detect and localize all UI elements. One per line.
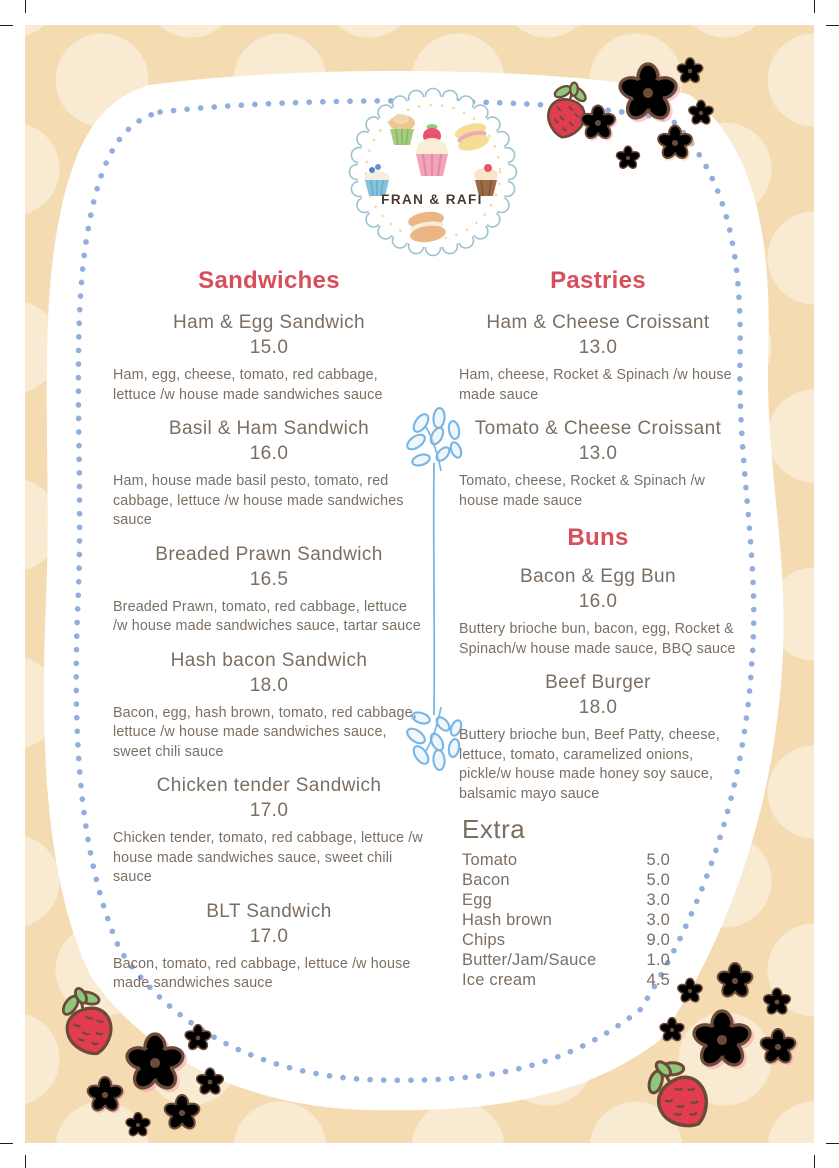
brand-name: FRAN & RAFI (381, 192, 483, 207)
item-price: 16.0 (578, 591, 618, 612)
polka-dot-background (25, 25, 814, 1143)
item-name: Ham & Cheese Croissant (486, 312, 710, 333)
extra-price: 3.0 (646, 891, 670, 909)
item-price: 16.0 (249, 443, 289, 464)
item-description: Ham, egg, cheese, tomato, red cabbage, lettuce /w house made sandwiches sauce (113, 367, 383, 403)
item-description: Bacon, egg, hash brown, tomato, red cabbage, lettuce /w house made sandwiches sauce, sweet chili sauce (113, 704, 417, 760)
flower-icon (163, 1095, 201, 1131)
item-name: Tomato & Cheese Croissant (474, 418, 722, 439)
extra-price: 4.5 (646, 971, 670, 989)
item-description: Breaded Prawn, tomato, red cabbage, lettuce /w house made sandwiches sauce, tartar sauce (113, 598, 421, 634)
cupcake-green-icon (389, 114, 415, 145)
crop-mark (0, 1143, 13, 1144)
section-title-extra: Extra (462, 814, 526, 844)
item-name: Ham & Egg Sandwich (172, 312, 365, 333)
flower-icon (125, 1113, 151, 1138)
item-description: Buttery brioche bun, Beef Patty, cheese, lettuce, tomato, caramelized onions, pickle/w house made honey soy sauce, balsamic mayo sauce (459, 727, 720, 802)
crop-mark (814, 0, 815, 13)
crop-mark (0, 25, 13, 26)
item-price: 15.0 (249, 337, 289, 358)
flower-icon (691, 1011, 752, 1069)
item-name: Basil & Ham Sandwich (168, 418, 370, 439)
item-price: 13.0 (578, 337, 618, 358)
item-name: Beef Burger (545, 672, 651, 693)
item-name: Hash bacon Sandwich (170, 649, 368, 671)
item-description: Bacon, tomato, red cabbage, lettuce /w house made sandwiches sauce (113, 955, 411, 991)
extra-price: 5.0 (646, 851, 670, 869)
item-price: 13.0 (578, 443, 618, 464)
extra-name: Chips (462, 931, 506, 949)
crop-mark (826, 25, 839, 26)
item-price: 17.0 (249, 925, 289, 947)
item-name: BLT Sandwich (206, 900, 332, 922)
flower-icon (676, 58, 704, 84)
extra-name: Ice cream (462, 971, 537, 989)
crop-mark (826, 1143, 839, 1144)
item-description: Buttery brioche bun, bacon, egg, Rocket & Spinach/w house made sauce, BBQ sauce (459, 621, 736, 657)
crop-mark (814, 1155, 815, 1168)
section-title-sandwiches: Sandwiches (198, 267, 340, 294)
crop-mark (25, 0, 26, 13)
extra-name: Tomato (462, 851, 518, 869)
item-description: Ham, house made basil pesto, tomato, red cabbage, lettuce /w house made sandwiches sauce (113, 473, 404, 528)
item-price: 16.5 (249, 568, 289, 590)
crop-mark (25, 1155, 26, 1168)
extra-name: Bacon (462, 871, 510, 889)
item-description: Ham, cheese, Rocket & Spinach /w house made sauce (459, 367, 732, 403)
flower-icon (762, 988, 791, 1016)
extra-price: 9.0 (646, 931, 670, 949)
item-name: Bacon & Egg Bun (520, 566, 676, 587)
extra-name: Hash brown (462, 911, 553, 929)
menu-decorations (25, 25, 814, 1143)
item-description: Chicken tender, tomato, red cabbage, lettuce /w house made sandwiches sauce, sweet chili sauce (113, 830, 423, 885)
extra-price: 5.0 (646, 871, 670, 889)
extra-name: Egg (462, 891, 492, 909)
section-title-buns: Buns (567, 524, 629, 551)
extra-price: 3.0 (646, 911, 670, 929)
extra-price: 1.0 (646, 951, 670, 969)
item-description: Tomato, cheese, Rocket & Spinach /w house made sauce (459, 473, 706, 509)
extra-name: Butter/Jam/Sauce (462, 951, 597, 969)
item-name: Breaded Prawn Sandwich (155, 543, 383, 565)
item-price: 18.0 (249, 674, 289, 696)
item-price: 17.0 (249, 800, 289, 821)
flower-icon (759, 1029, 797, 1065)
flower-icon (86, 1077, 124, 1113)
section-title-pastries: Pastries (550, 267, 646, 294)
item-price: 18.0 (578, 697, 618, 718)
flower-icon (716, 963, 754, 999)
item-name: Chicken tender Sandwich (156, 775, 382, 796)
